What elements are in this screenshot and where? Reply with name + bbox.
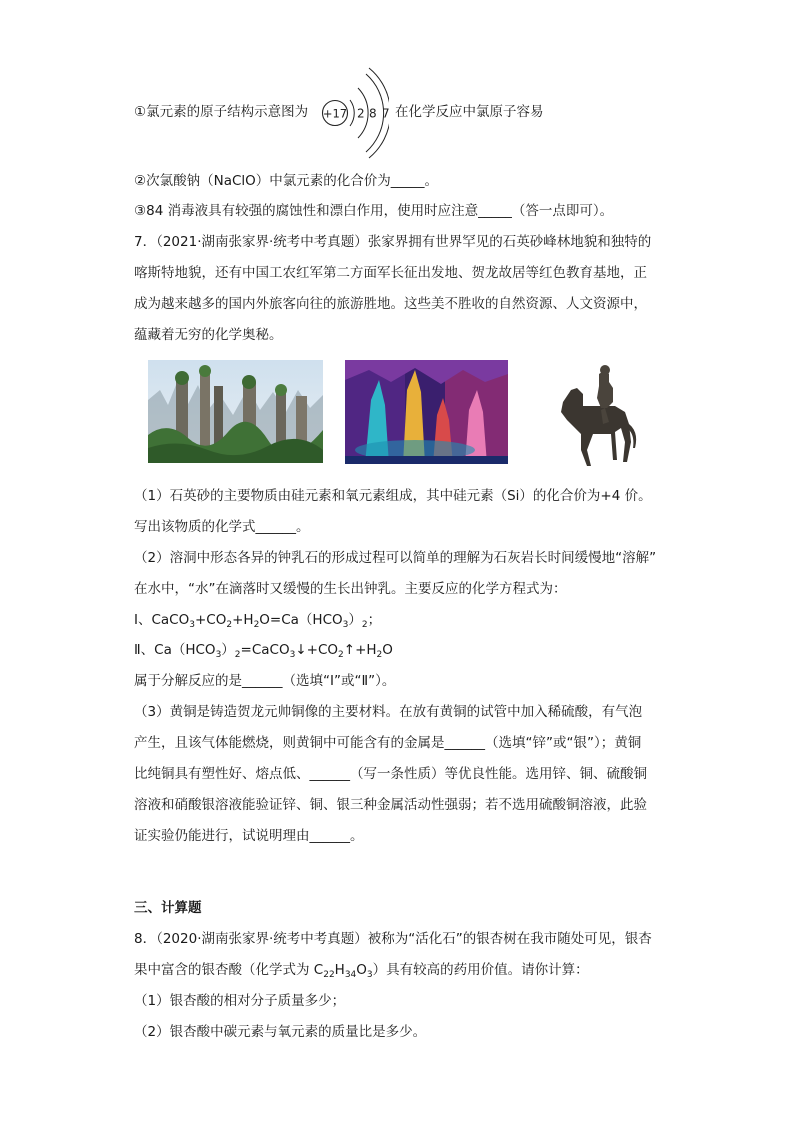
q8-sub: 34 — [344, 970, 357, 980]
eq2-sub: 2 — [234, 650, 241, 660]
eq2-part: =CaCO — [240, 642, 290, 658]
eq2-part: O — [382, 642, 393, 658]
karst-cave-photo — [345, 360, 508, 464]
sandstone-peaks-photo — [148, 360, 323, 463]
equation-1-label: Ⅰ、 — [134, 612, 152, 628]
eq1-part: O=Ca（HCO — [259, 612, 343, 628]
q6-line3: ③84 消毒液具有较强的腐蚀性和漂白作用，使用时应注意_____（答一点即可）。 — [134, 203, 614, 219]
eq2-part: ） — [221, 642, 235, 658]
eq2-sub: 2 — [376, 650, 383, 660]
q7-part2-line2: 在水中，“水”在滴落时又缓慢的生长出钟乳。主要反应的化学方程式为： — [134, 581, 567, 597]
eq2-sub: 2 — [338, 650, 344, 660]
q7-part1-line1: （1）石英砂的主要物质由硅元素和氧元素组成，其中硅元素（Si）的化合价为+4 价。 — [134, 488, 652, 504]
q7-part1-line2: 写出该物质的化学式______。 — [134, 519, 310, 535]
shell1-electrons: 2 — [357, 106, 365, 121]
shell2-electrons: 8 — [369, 106, 377, 121]
q8-line2 — [134, 960, 589, 980]
equation-1 — [134, 610, 381, 630]
eq1-sub: 2 — [361, 620, 368, 630]
q7-line3: 成为越来越多的国内外旅客向往的旅游胜地。这些美不胜收的自然资源、人文资源中， — [134, 296, 647, 312]
eq2-sub: 3 — [215, 650, 222, 660]
q6-line1 — [134, 102, 308, 122]
q6-line1-suffix: 在化学反应中氯原子容易 — [395, 104, 544, 120]
q6-line1-prefix: ①氯元素的原子结构示意图为 — [134, 104, 309, 120]
q8-text: 果中富含的银杏酸（化学式为 C — [134, 962, 324, 978]
eq1-sub: 3 — [189, 620, 195, 630]
atom-structure-graphic — [319, 64, 389, 162]
section-heading: 三、计算题 — [134, 900, 202, 916]
q7-line1: 7．（2021·湖南张家界·统考中考真题）张家界拥有世界罕见的石英砂峰林地貌和独特的 — [134, 234, 652, 250]
eq1-part: +CO — [194, 612, 227, 628]
nucleus-label: +17 — [322, 106, 348, 121]
q8-line1: 8．（2020·湖南张家界·统考中考真题）被称为“活化石”的银杏树在我市随处可见，银杏 — [134, 931, 652, 947]
eq2-sub: 3 — [289, 650, 296, 660]
equation-2-label: Ⅱ、 — [134, 642, 155, 658]
q8-text: H — [334, 962, 345, 978]
q7-part3-line4: 溶液和硝酸银溶液能验证锌、铜、银三种金属活动性强弱；若不选用硫酸铜溶液，此验 — [134, 797, 647, 813]
chlorine-atom-diagram — [319, 64, 389, 162]
q8-text: O — [356, 962, 367, 978]
eq1-part: CaCO — [151, 612, 190, 628]
eq1-part: ； — [367, 612, 382, 628]
eq2-part: Ca（HCO — [154, 642, 216, 658]
q8-part2: （2）银杏酸中碳元素与氧元素的质量比是多少。 — [134, 1024, 427, 1040]
q8-sub: 22 — [323, 970, 335, 980]
eq2-part: ↑+H — [343, 642, 377, 658]
eq1-part: +H — [232, 612, 254, 628]
shell3-electrons: 7 — [382, 106, 389, 121]
q7-part3-line3: 比纯铜具有塑性好、熔点低、______（写一条性质）等优良性能。选用锌、铜、硫酸铜 — [134, 766, 647, 782]
equation-2 — [134, 640, 393, 660]
q7-part3-line5: 证实验仍能进行，试说明理由______。 — [134, 828, 364, 844]
q7-part2-answer-line: 属于分解反应的是______（选填“Ⅰ”或“Ⅱ”）。 — [134, 673, 396, 689]
q7-part2-line1: （2）溶洞中形态各异的钟乳石的形成过程可以简单的理解为石灰岩长时间缓慢地“溶解” — [134, 550, 657, 566]
q8-part1: （1）银杏酸的相对分子质量多少； — [134, 993, 346, 1009]
q7-line2: 喀斯特地貌，还有中国工农红军第二方面军长征出发地、贺龙故居等红色教育基地，正 — [134, 265, 647, 281]
q8-text: ）具有较高的药用价值。请你计算： — [372, 962, 589, 978]
q8-sub: 3 — [366, 970, 373, 980]
eq1-part: ） — [348, 612, 362, 628]
eq1-sub: 3 — [342, 620, 349, 630]
q7-part3-line2: 产生，且该气体能燃烧，则黄铜中可能含有的金属是______（选填“锌”或“银”）；黄铜 — [134, 735, 642, 751]
eq2-part: ↓+CO — [295, 642, 339, 658]
q7-line4: 蕴藏着无穷的化学奥秘。 — [134, 327, 283, 343]
eq1-sub: 2 — [226, 620, 233, 630]
q6-line2: ②次氯酸钠（NaClO）中氯元素的化合价为_____。 — [134, 173, 439, 189]
q7-part3-line1: （3）黄铜是铸造贺龙元帅铜像的主要材料。在放有黄铜的试管中加入稀硫酸，有气泡 — [134, 704, 643, 720]
eq1-sub: 2 — [253, 620, 260, 630]
horse-statue-photo — [553, 362, 643, 470]
